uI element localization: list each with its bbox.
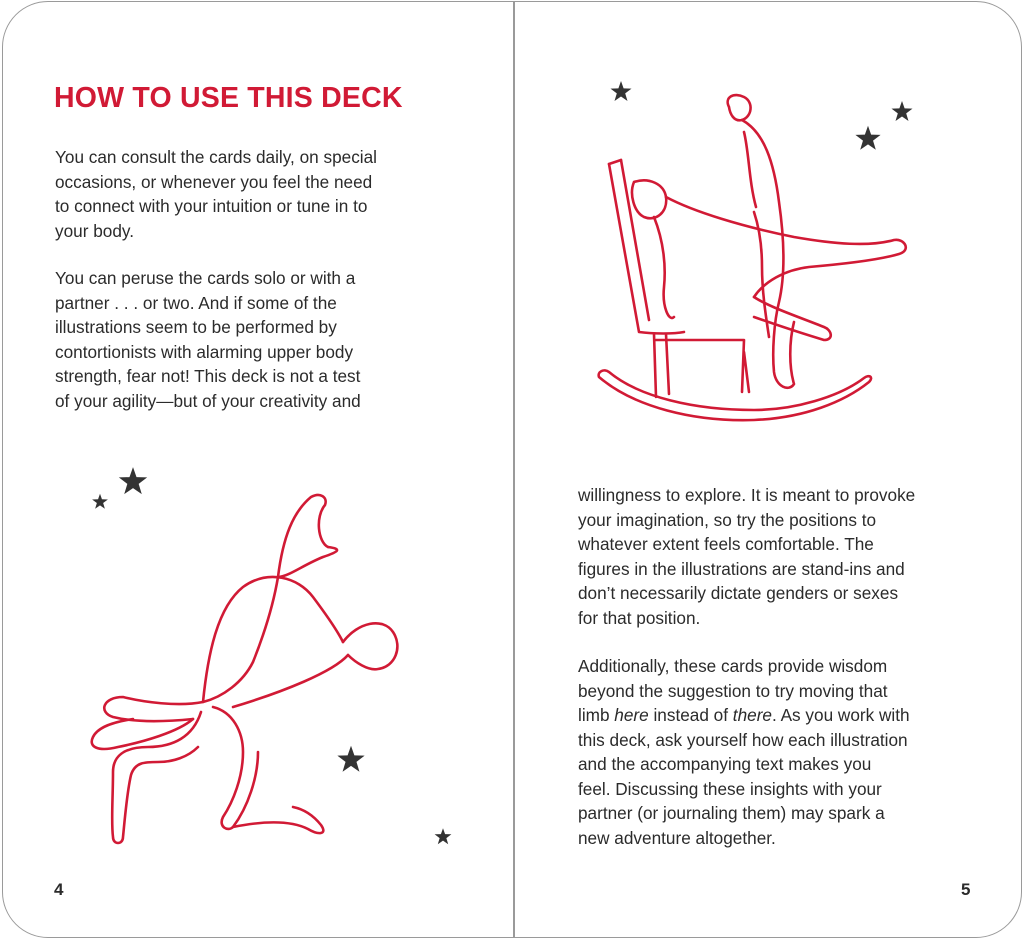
- rocking-chair-outline: [599, 160, 871, 420]
- star-icon: [435, 828, 452, 844]
- page-number-right: 5: [961, 880, 971, 899]
- star-icon: [92, 494, 108, 509]
- star-icon: [892, 101, 913, 121]
- paragraph-1: You can consult the cards daily, on special occasions, or whenever you feel the need to connect with your intuition or tune in to your body.: [55, 147, 377, 241]
- star-icon: [337, 746, 364, 772]
- left-page: [3, 2, 512, 937]
- paragraph-4-italic-here: here: [614, 705, 649, 725]
- figure-outline: [112, 707, 323, 843]
- paragraph-4: [578, 654, 978, 850]
- paragraph-4-text: . As you work with this deck, ask yourself how each illustration and the accompanying text makes you feel. Discussing these insights with your partner (or journaling them) may spark a new adventure altogether.: [578, 705, 910, 848]
- paragraph-2: You can peruse the cards solo or with a partner . . . or two. And if some of the illustrations seem to be performed by contortionists with alarming upper body strength, fear not! This deck is not a test of your agility—but of your creativity and: [55, 268, 361, 411]
- right-page: [514, 2, 1022, 937]
- paragraph-4-text: instead of: [648, 705, 733, 725]
- figure-outline: [728, 95, 794, 388]
- figure-illustration-left: [83, 457, 463, 857]
- star-icon: [855, 126, 880, 150]
- figure-outline: [92, 495, 398, 749]
- page-number-left: 4: [54, 880, 64, 899]
- star-icon: [611, 81, 632, 101]
- paragraph-4-text: Additionally, these cards provide wisdom beyond the suggestion to try moving that limb: [578, 656, 888, 725]
- paragraph-3: willingness to explore. It is meant to provoke your imagination, so try the positions to whatever extent feels comfortable. The figures in the illustrations are stand-ins and don’t necessarily dictate genders or sexes for that position.: [578, 485, 916, 628]
- rocking-chair-illustration: [594, 72, 944, 432]
- page-heading: HOW TO USE THIS DECK: [54, 82, 403, 114]
- book-spread: [2, 1, 1022, 938]
- figure-outline: [632, 180, 906, 340]
- star-icon: [119, 467, 147, 494]
- paragraph-4-italic-there: there: [732, 705, 772, 725]
